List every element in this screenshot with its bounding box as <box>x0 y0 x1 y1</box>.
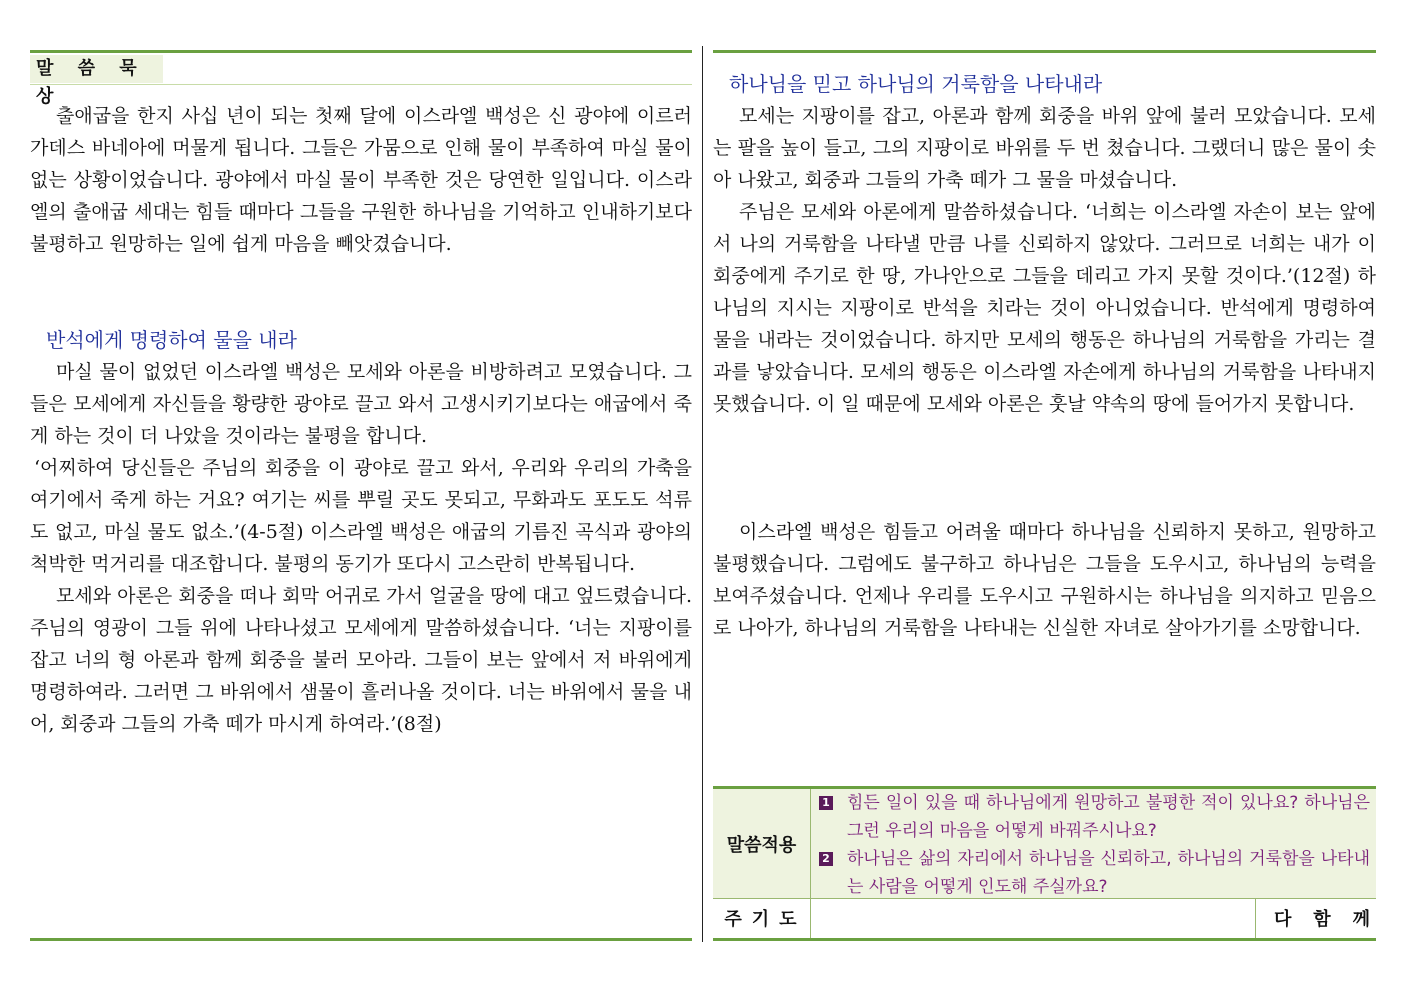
body-paragraph-1: 마실 물이 없었던 이스라엘 백성은 모세와 아론을 비방하려고 모였습니다. 그들은 모세에게 자신들을 황량한 광야로 끌고 와서 고생시키기보다는 애굽에서 죽게 하는 것이 더 나았을 것이라는 불평을 합니다. <box>30 361 692 447</box>
intro-paragraph: 출애굽을 한지 사십 년이 되는 첫째 달에 이스라엘 백성은 신 광야에 이르러 가데스 바네아에 머물게 됩니다. 그들은 가뭄으로 인해 물이 부족하여 마실 물이 없는 상황이었습니다. 광야에서 마실 물이 부족한 것은 당연한 일입니다. 이스라엘의 출애굽 세대는 힘들 때마다 그들을 구원한 하나님을 기억하고 인내하기보다 불평하고 원망하는 일에 쉽게 마음을 빼앗겼습니다. <box>30 105 692 255</box>
top-rule <box>713 50 1376 53</box>
subheading-holiness: 하나님을 믿고 하나님의 거룩함을 나타내라 <box>729 72 1103 96</box>
question-text-2: 하나님은 삶의 자리에서 하나님을 신뢰하고, 하나님의 거룩함을 나타내는 사람을 어떻게 인도해 주실까요? <box>847 849 1370 897</box>
prayer-row <box>713 898 1376 938</box>
body-paragraph-2: ‘어찌하여 당신들은 주님의 회중을 이 광야로 끌고 와서, 우리와 우리의 가축을 여기에서 죽게 하는 거요? 여기는 씨를 뿌릴 곳도 못되고, 무화과도 포도도 석류도 없고, 마실 물도 없소.’(4-5절) 이스라엘 백성은 애굽의 기름진 곡식과 광야의 척박한 먹거리를 대조합니다. 불평의 동기가 또다시 고스란히 반복됩니다. <box>30 457 692 575</box>
intro-block <box>30 100 692 260</box>
closing-block <box>713 516 1376 644</box>
right-paragraph-1: 모세는 지팡이를 잡고, 아론과 함께 회중을 바위 앞에 불러 모았습니다. 모세는 팔을 높이 들고, 그의 지팡이로 바위를 두 번 쳤습니다. 그랬더니 많은 물이 솟아 나왔고, 회중과 그들의 가축 떼가 그 물을 마셨습니다. <box>713 105 1376 191</box>
together-char-2: 함 <box>1313 909 1331 930</box>
question-list <box>819 789 1370 901</box>
bottom-rule <box>30 938 692 941</box>
body-block <box>30 356 692 740</box>
column-divider <box>702 46 703 942</box>
together-char-1: 다 <box>1274 909 1292 930</box>
right-body-block <box>713 100 1376 420</box>
body-paragraph-3: 모세와 아론은 회중을 떠나 회막 어귀로 가서 얼굴을 땅에 대고 엎드렸습니다. 주님의 영광이 그들 위에 나타나셨고 모세에게 말씀하셨습니다. ‘너는 지팡이를 잡고 너의 형 아론과 함께 회중을 불러 모아라. 그들이 보는 앞에서 저 바위에게 명령하여라. 그러면 그 바위에서 샘물이 흘러나올 것이다. 너는 바위에서 물을 내어, 회중과 그들의 가축 떼가 마시게 하여라.’(8절) <box>30 585 692 735</box>
subheading-rock: 반석에게 명령하여 물을 내라 <box>46 328 297 352</box>
together-cell-line <box>1255 898 1256 938</box>
reflection-column <box>713 50 1376 941</box>
lords-prayer-label: 주기도 <box>724 909 807 930</box>
number-badge-2: 2 <box>819 852 833 866</box>
number-badge-1: 1 <box>819 796 833 810</box>
application-label: 말씀적용 <box>726 834 797 856</box>
together-label <box>1266 898 1370 938</box>
meditation-column <box>30 50 692 941</box>
question-item-1 <box>819 789 1370 845</box>
right-paragraph-2: 주님은 모세와 아론에게 말씀하셨습니다. ‘너희는 이스라엘 자손이 보는 앞에서 나의 거룩함을 나타낼 만큼 나를 신뢰하지 않았다. 그러므로 너희는 내가 이 회중에게 주기로 한 땅, 가나안으로 그들을 데리고 가지 못할 것이다.’(12절) 하나님의 지시는 지팡이로 반석을 치라는 것이 아니었습니다. 반석에게 명령하여 물을 내라는 것이었습니다. 하지만 모세의 행동은 하나님의 거룩함을 가리는 결과를 낳았습니다. 모세의 행동은 이스라엘 자손에게 하나님의 거룩함을 나타내지 못했습니다. 이 일 때문에 모세와 아론은 훗날 약속의 땅에 들어가지 못합니다. <box>713 201 1376 415</box>
application-table <box>713 786 1376 941</box>
bottom-rule <box>713 938 1376 941</box>
section-label: 말 씀 묵 상 <box>30 55 163 83</box>
label-underline <box>30 84 692 85</box>
question-text-1: 힘든 일이 있을 때 하나님에게 원망하고 불평한 적이 있나요? 하나님은 그런 우리의 마음을 어떻게 바꿔주시나요? <box>847 793 1370 841</box>
together-char-3: 께 <box>1352 909 1370 930</box>
top-rule <box>30 50 692 53</box>
question-item-2 <box>819 845 1370 901</box>
closing-paragraph: 이스라엘 백성은 힘들고 어려울 때마다 하나님을 신뢰하지 못하고, 원망하고 불평했습니다. 그럼에도 불구하고 하나님은 그들을 도우시고, 하나님의 능력을 보여주셨습니다. 언제나 우리를 도우시고 구원하시는 하나님을 의지하고 믿음으로 나아가, 하나님의 거룩함을 나타내는 신실한 자녀로 살아가기를 소망합니다. <box>713 521 1376 639</box>
